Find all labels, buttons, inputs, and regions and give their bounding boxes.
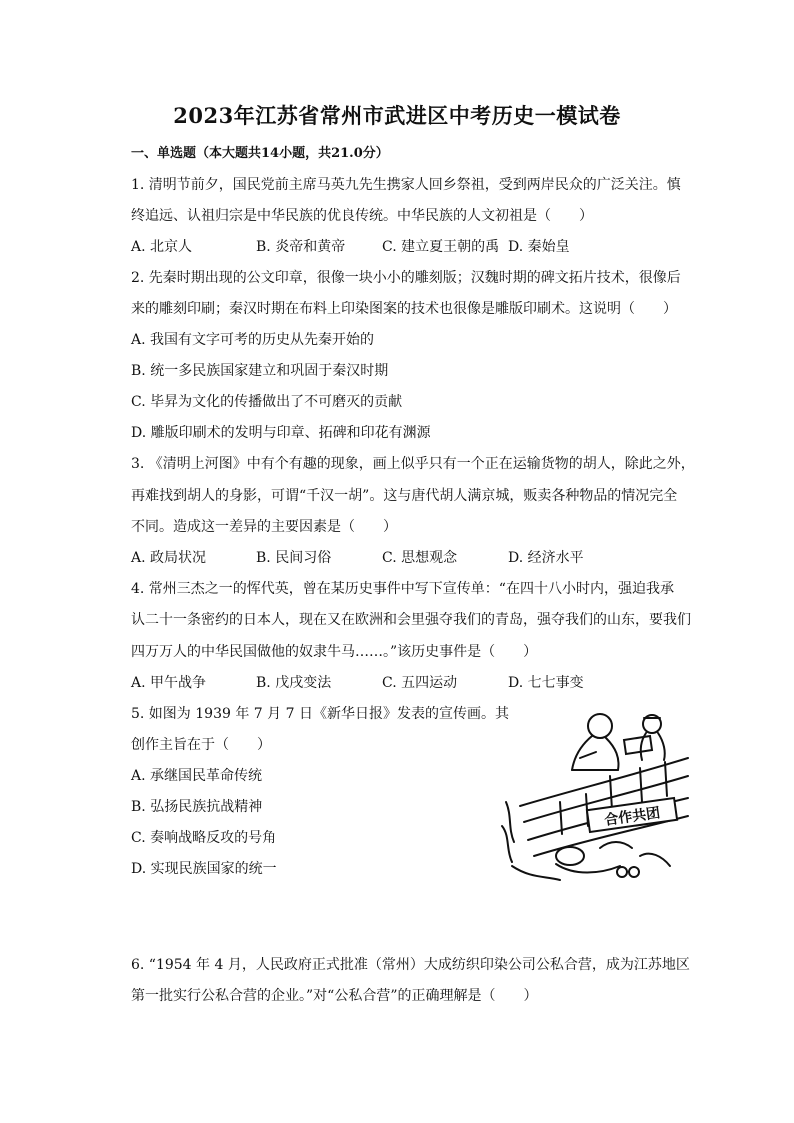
q5-option-d: D. 实现民族国家的统一 (131, 861, 277, 877)
q3-option-c: C. 思想观念 (382, 550, 458, 566)
q2-option-c: C. 毕昇为文化的传播做出了不可磨灭的贡献 (131, 394, 403, 410)
q1-line-1: 1. 清明节前夕，国民党前主席马英九先生携家人回乡祭祖，受到两岸民众的广泛关注。慎 (131, 177, 681, 193)
q2-line-2: 来的雕刻印刷；秦汉时期在布料上印染图案的技术也很像是雕版印刷术。这说明（ ） (131, 301, 677, 317)
q1-option-c: C. 建立夏王朝的禹 (382, 239, 500, 255)
q4-option-c: C. 五四运动 (382, 675, 458, 691)
section-header: 一、单选题（本大题共14小题，共21.0分） (131, 146, 389, 161)
q6-line-2: 第一批实行公私合营的企业。”对“公私合营”的正确理解是（ ） (131, 988, 538, 1004)
q4-line-2: 认二十一条密约的日本人，现在又在欧洲和会里强夺我们的青岛，强夺我们的山东，要我们 (131, 612, 691, 628)
q3-line-3: 不同。造成这一差异的主要因素是（ ） (131, 519, 397, 535)
q5-option-a: A. 承继国民革命传统 (131, 768, 263, 784)
q2-option-b: B. 统一多民族国家建立和巩固于秦汉时期 (131, 363, 389, 379)
figure-banner-text: 合作共团 (603, 805, 662, 829)
q5-line-1: 5. 如图为 1939 年 7 月 7 日《新华日报》发表的宣传画。其 (131, 706, 509, 722)
q4-line-3: 四万万人的中华民国做他的奴隶牛马……。”该历史事件是（ ） (131, 644, 538, 660)
q1-option-a: A. 北京人 (131, 239, 193, 255)
q5-option-c: C. 奏响战略反攻的号角 (131, 830, 277, 846)
q4-option-a: A. 甲午战争 (131, 675, 207, 691)
q1-option-b: B. 炎帝和黄帝 (256, 239, 346, 255)
q3-option-b: B. 民间习俗 (256, 550, 332, 566)
q2-line-1: 2. 先秦时期出现的公文印章，很像一块小小的雕刻版；汉魏时期的碑文拓片技术，很像后 (131, 270, 681, 286)
q6-line-1: 6. “1954 年 4 月，人民政府正式批准（常州）大成纺织印染公司公私合营，成为江苏地区 (131, 957, 690, 973)
q3-option-d: D. 经济水平 (508, 550, 584, 566)
q4-option-b: B. 戊戌变法 (256, 675, 332, 691)
q5-line-2: 创作主旨在于（ ） (131, 737, 271, 753)
q2-option-d: D. 雕版印刷术的发明与印章、拓碑和印花有渊源 (131, 425, 431, 441)
q3-line-2: 再难找到胡人的身影，可谓“千汉一胡”。这与唐代胡人满京城，贩卖各种物品的情况完全 (131, 488, 678, 504)
q4-line-1: 4. 常州三杰之一的恽代英，曾在某历史事件中写下宣传单：“在四十八小时内，强迫我承 (131, 581, 674, 597)
q3-line-1: 3. 《清明上河图》中有个有趣的现象，画上似乎只有一个正在运输货物的胡人，除此之外， (131, 456, 695, 472)
page-title: 2023年江苏省常州市武进区中考历史一模试卷 (173, 103, 621, 128)
q4-option-d: D. 七七事变 (508, 675, 584, 691)
q5-option-b: B. 弘扬民族抗战精神 (131, 799, 263, 815)
q3-option-a: A. 政局状况 (131, 550, 207, 566)
propaganda-illustration (500, 706, 692, 884)
q2-option-a: A. 我国有文字可考的历史从先秦开始的 (131, 332, 375, 348)
q1-option-d: D. 秦始皇 (508, 239, 570, 255)
q1-line-2: 终追远、认祖归宗是中华民族的优良传统。中华民族的人文初祖是（ ） (131, 208, 593, 224)
